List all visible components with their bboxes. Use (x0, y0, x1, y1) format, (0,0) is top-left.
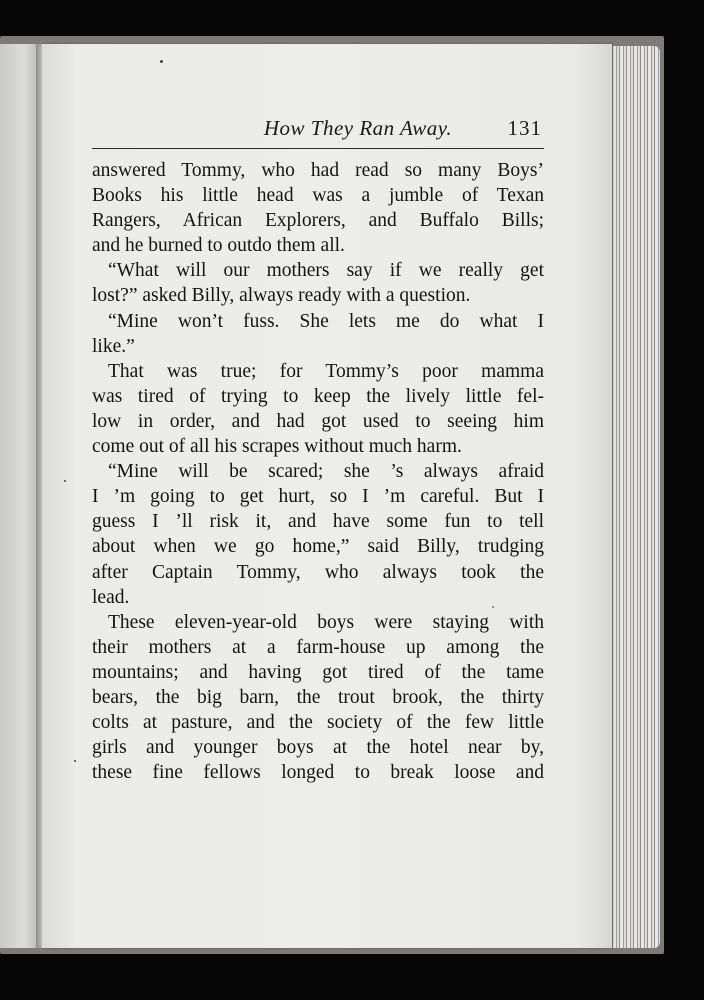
text-line: Books his little head was a jumble of Texan (92, 185, 544, 207)
text-line: guess I ’ll risk it, and have some fun to tell (92, 511, 544, 533)
page-number: 131 (507, 116, 542, 140)
text-line: after Captain Tommy, who always took the (92, 561, 544, 583)
text-line: Rangers, African Explorers, and Buffalo Bills; (92, 210, 544, 232)
text-line: about when we go home,” said Billy, trudging (92, 536, 544, 558)
page-header (92, 116, 544, 146)
text-line: “What will our mothers say if we really get (108, 260, 544, 282)
book-page (42, 44, 612, 948)
text-line: “Mine won’t fuss. She lets me do what I (108, 310, 544, 332)
text-line: low in order, and had got used to seeing him (92, 410, 544, 432)
paper-speck (74, 760, 76, 762)
running-title: How They Ran Away. (263, 116, 453, 140)
text-line: like.” (92, 335, 135, 357)
text-line: lost?” asked Billy, always ready with a question. (92, 285, 471, 307)
text-line: was tired of trying to keep the lively little fel- (92, 385, 544, 407)
text-line: That was true; for Tommy’s poor mamma (108, 360, 544, 382)
left-page-edge (0, 44, 40, 948)
text-line: and he burned to outdo them all. (92, 235, 345, 257)
text-line: colts at pasture, and the society of the few little (92, 712, 544, 734)
text-line: girls and younger boys at the hotel near by, (92, 737, 544, 759)
text-line: I ’m going to get hurt, so I ’m careful. But I (92, 486, 544, 508)
text-line: these fine fellows longed to break loose and (92, 762, 544, 784)
text-line: their mothers at a farm-house up among the (92, 636, 544, 658)
text-line: lead. (92, 586, 130, 608)
paper-speck (160, 60, 163, 63)
text-line: answered Tommy, who had read so many Boys’ (92, 160, 544, 181)
header-rule (92, 148, 544, 149)
text-line: mountains; and having got tired of the tame (92, 661, 544, 683)
body-text (92, 158, 544, 785)
page-edges (606, 46, 660, 948)
text-line: come out of all his scrapes without much harm. (92, 436, 462, 458)
paper-speck (64, 480, 66, 482)
text-line: “Mine will be scared; she ’s always afraid (108, 461, 544, 483)
text-line: bears, the big barn, the trout brook, the thirty (92, 686, 544, 708)
text-line: These eleven-year-old boys were staying with (108, 611, 544, 633)
